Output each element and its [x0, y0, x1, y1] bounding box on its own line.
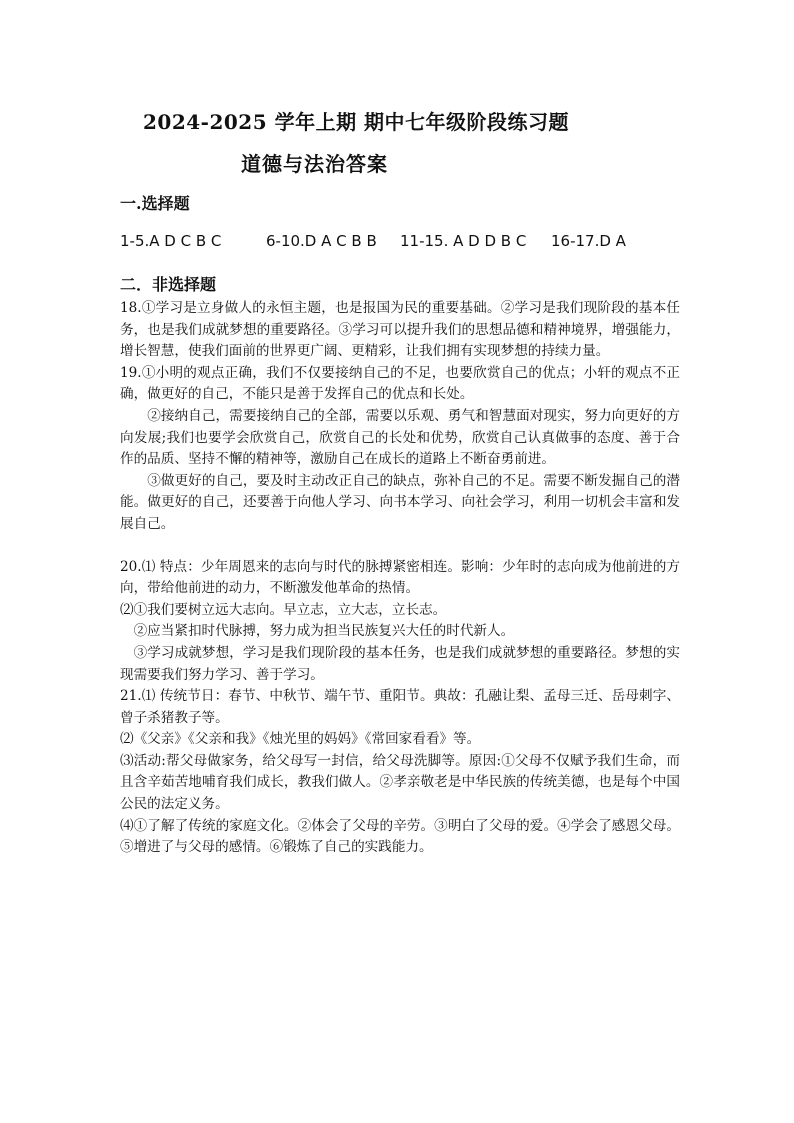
- answer-q21-part1: 21.⑴ 传统节日：春节、中秋节、端午节、重阳节。典故：孔融让梨、孟母三迁、岳母刺字、曾子杀猪教子等。: [120, 688, 680, 726]
- answer-body: [120, 298, 680, 859]
- choice-answers-row: [120, 232, 626, 250]
- section-heading-choice: 一.选择题: [120, 194, 190, 213]
- answer-q20-part2b: ②应当紧扣时代脉搏，努力成为担当民族复兴大任的时代新人。: [133, 623, 515, 640]
- answer-q21-part3: ⑶活动:帮父母做家务，给父母写一封信，给父母洗脚等。原因:①父母不仅赋予我们生命，而且含辛茹苦地哺育我们成长，教我们做人。②孝亲敬老是中华民族的传统美德，也是每个中国公民的法定义务。: [120, 752, 680, 813]
- answer-q20-part1: 20.⑴ 特点：少年周恩来的志向与时代的脉搏紧密相连。影响：少年时的志向成为他前进的方向，带给他前进的动力，不断激发他革命的热情。: [120, 558, 680, 597]
- answer-q20-part2c: ③学习成就梦想，学习是我们现阶段的基本任务，也是我们成就梦想的重要路径。梦想的实现需要我们努力学习、善于学习。: [120, 644, 680, 683]
- answer-q19-part2: ②接纳自己，需要接纳自己的全部，需要以乐观、勇气和智慧面对现实，努力向更好的方向发展;我们也要学会欣赏自己，欣赏自己的长处和优势，欣赏自己认真做事的态度、善于合作的品质、坚持不懈的精神等，激励自己在成长的道路上不断奋勇前进。: [120, 407, 680, 468]
- answer-group-4: 16-17.D A: [551, 232, 626, 250]
- paragraph-gap: [120, 536, 680, 557]
- page-title: 2024-2025 学年上期 期中七年级阶段练习题: [143, 110, 570, 134]
- section-heading-nonchoice: 二．非选择题: [120, 275, 217, 294]
- page-subtitle: 道德与法治答案: [241, 152, 388, 176]
- answer-q19-part1: 19.①小明的观点正确，我们不仅要接纳自己的不足，也要欣赏自己的优点；小轩的观点不正确，做更好的自己，不能只是善于发挥自己的优点和长处。: [120, 364, 680, 403]
- answer-q19-part3: ③做更好的自己，要及时主动改正自己的缺点，弥补自己的不足。需要不断发掘自己的潜能。做更好的自己，还要善于向他人学习、向书本学习、向社会学习，利用一切机会丰富和发展自己。: [120, 472, 680, 532]
- answer-group-2: 6-10.D A C B B: [266, 232, 377, 250]
- answer-q21-part4: ⑷①了解了传统的家庭文化。②体会了父母的辛劳。③明白了父母的爱。④学会了感恩父母。⑤增进了与父母的感情。⑥锻炼了自己的实践能力。: [120, 817, 680, 856]
- answer-group-3: 11-15. A D D B C: [400, 232, 527, 250]
- answer-group-1: 1-5.A D C B C: [120, 232, 222, 250]
- answer-q20-part2a: ⑵①我们要树立远大志向。早立志，立大志，立长志。: [120, 601, 447, 618]
- answer-q21-part2: ⑵《父亲》《父亲和我》《烛光里的妈妈》《常回家看看》等。: [120, 731, 481, 748]
- answer-q18: 18.①学习是立身做人的永恒主题，也是报国为民的重要基础。②学习是我们现阶段的基本任务，也是我们成就梦想的重要路径。③学习可以提升我们的思想品德和精神境界，增强能力，增长智慧，使我们面前的世界更广阔、更精彩，让我们拥有实现梦想的持续力量。: [120, 300, 680, 360]
